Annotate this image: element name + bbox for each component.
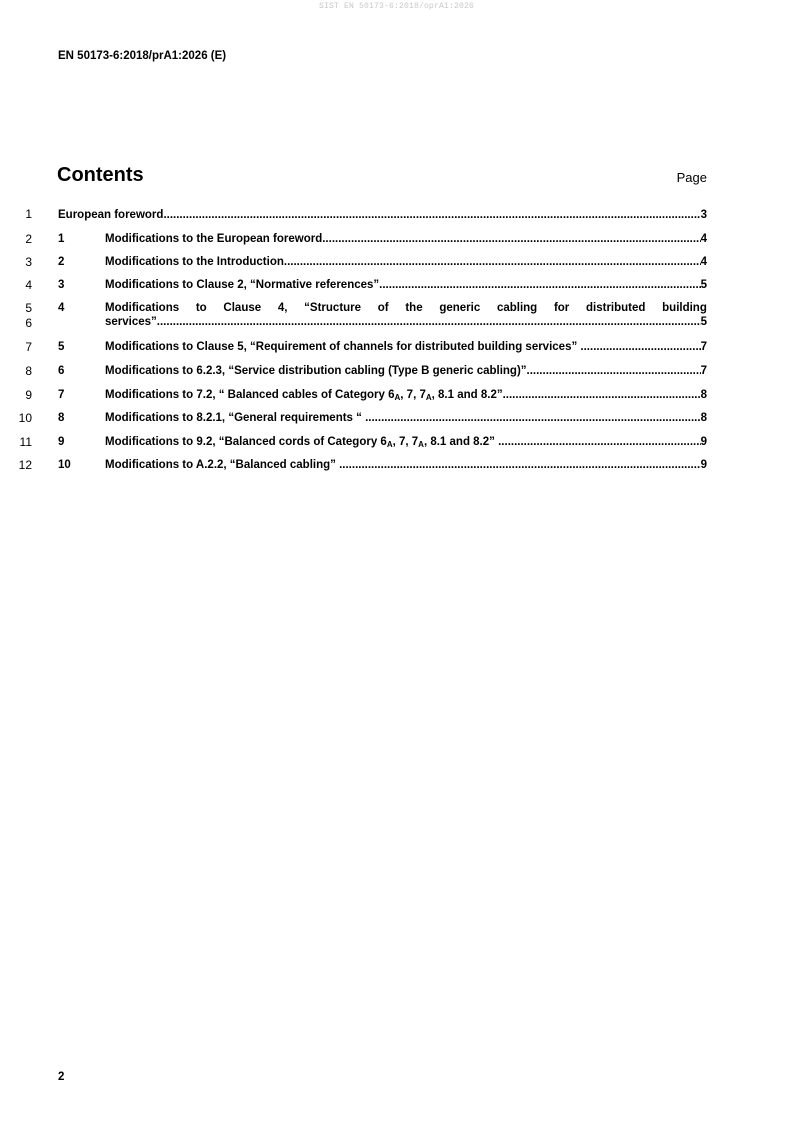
toc-entry-page: 5 bbox=[700, 316, 707, 328]
toc-entry-page: 3 bbox=[700, 209, 707, 221]
toc-entry-title: Modifications to Clause 5, “Requirement of channels for distributed building services” bbox=[105, 341, 581, 353]
line-number: 4 bbox=[25, 278, 32, 292]
toc-entry-page: 9 bbox=[700, 436, 707, 448]
title-word: to bbox=[195, 302, 207, 314]
line-number: 1 bbox=[25, 207, 32, 221]
toc-entry-number: 3 bbox=[58, 279, 65, 291]
toc-entry-number: 2 bbox=[58, 256, 65, 268]
toc-entry-number: 5 bbox=[58, 341, 65, 353]
toc-entry-page: 7 bbox=[700, 365, 707, 377]
line-number: 8 bbox=[25, 364, 32, 378]
line-number: 3 bbox=[25, 255, 32, 269]
toc-entry-title: Modifications to 6.2.3, “Service distribution cabling (Type B generic cabling)” bbox=[105, 365, 527, 377]
toc-entry-page: 9 bbox=[700, 459, 707, 471]
toc-entry-page: 8 bbox=[700, 389, 707, 401]
toc-entry-title: Modifications to A.2.2, “Balanced cabling” bbox=[105, 459, 340, 471]
toc-entry-number: 10 bbox=[58, 459, 71, 471]
title-word: Modifications bbox=[105, 302, 180, 314]
toc-entry-page: 7 bbox=[700, 341, 707, 353]
toc-entry-number: 7 bbox=[58, 389, 65, 401]
toc-entry-page: 4 bbox=[700, 233, 707, 245]
toc-title: Contents bbox=[57, 164, 144, 186]
dot-leader bbox=[284, 255, 701, 269]
watermark: SIST EN 50173-6:2018/oprA1:2026 bbox=[318, 2, 475, 11]
toc-entry-number: 4 bbox=[58, 302, 65, 314]
dot-leader bbox=[527, 364, 701, 378]
line-number: 2 bbox=[25, 232, 32, 246]
title-word: building bbox=[662, 302, 707, 314]
title-word: cabling bbox=[496, 302, 538, 314]
title-word: for bbox=[553, 302, 570, 314]
line-number: 9 bbox=[25, 388, 32, 402]
dot-leader bbox=[498, 435, 700, 449]
title-word: the bbox=[405, 302, 423, 314]
toc-entry-page: 4 bbox=[700, 256, 707, 268]
title-word: 4, bbox=[277, 302, 288, 314]
title-word: distributed bbox=[586, 302, 646, 314]
toc-entry-title: European foreword bbox=[58, 209, 164, 221]
dot-leader bbox=[580, 340, 700, 354]
line-number: 11 bbox=[19, 435, 32, 449]
dot-leader bbox=[379, 278, 700, 292]
line-number: 6 bbox=[25, 316, 32, 330]
page-number: 2 bbox=[58, 1071, 65, 1083]
toc-entry-page: 5 bbox=[700, 279, 707, 291]
line-number: 10 bbox=[18, 411, 32, 425]
title-word: generic bbox=[439, 302, 481, 314]
page-column-heading: Page bbox=[676, 170, 707, 185]
title-word: Clause bbox=[223, 302, 262, 314]
toc-entry-number: 8 bbox=[58, 412, 65, 424]
toc-entry-number: 9 bbox=[58, 436, 65, 448]
line-number: 5 bbox=[25, 301, 32, 315]
dot-leader bbox=[163, 208, 700, 222]
title-word: “Structure bbox=[304, 302, 362, 314]
toc-entry-title: Modifications to 7.2, “ Balanced cables of Category $6_A$, 7, $7_A$, 8.1 and 8.2” bbox=[105, 389, 503, 402]
dot-leader bbox=[322, 232, 700, 246]
toc-entry-number: 1 bbox=[58, 233, 65, 245]
line-number: 12 bbox=[18, 458, 32, 472]
dot-leader bbox=[339, 458, 701, 472]
toc-entry-title: Modifications to Clause 2, “Normative references” bbox=[105, 279, 380, 291]
toc-entry-title: Modifications to the Introduction bbox=[105, 256, 284, 268]
toc-entry-page: 8 bbox=[700, 412, 707, 424]
dot-leader bbox=[365, 411, 701, 425]
dot-leader bbox=[503, 388, 701, 402]
toc-entry-number: 6 bbox=[58, 365, 65, 377]
dot-leader bbox=[157, 315, 701, 329]
document-id: EN 50173-6:2018/prA1:2026 (E) bbox=[58, 50, 227, 62]
toc-entry-title-line1 bbox=[105, 301, 707, 315]
line-number: 7 bbox=[25, 340, 32, 354]
toc-entry-title-line2: services” bbox=[105, 316, 157, 328]
toc-entry-title: Modifications to 9.2, “Balanced cords of Category $6_A$, 7, $7_A$, 8.1 and 8.2” bbox=[105, 436, 499, 449]
toc-entry-title: Modifications to 8.2.1, “General requirements “ bbox=[105, 412, 366, 424]
toc-entry-title: Modifications to the European foreword bbox=[105, 233, 323, 245]
title-word: of bbox=[377, 302, 389, 314]
